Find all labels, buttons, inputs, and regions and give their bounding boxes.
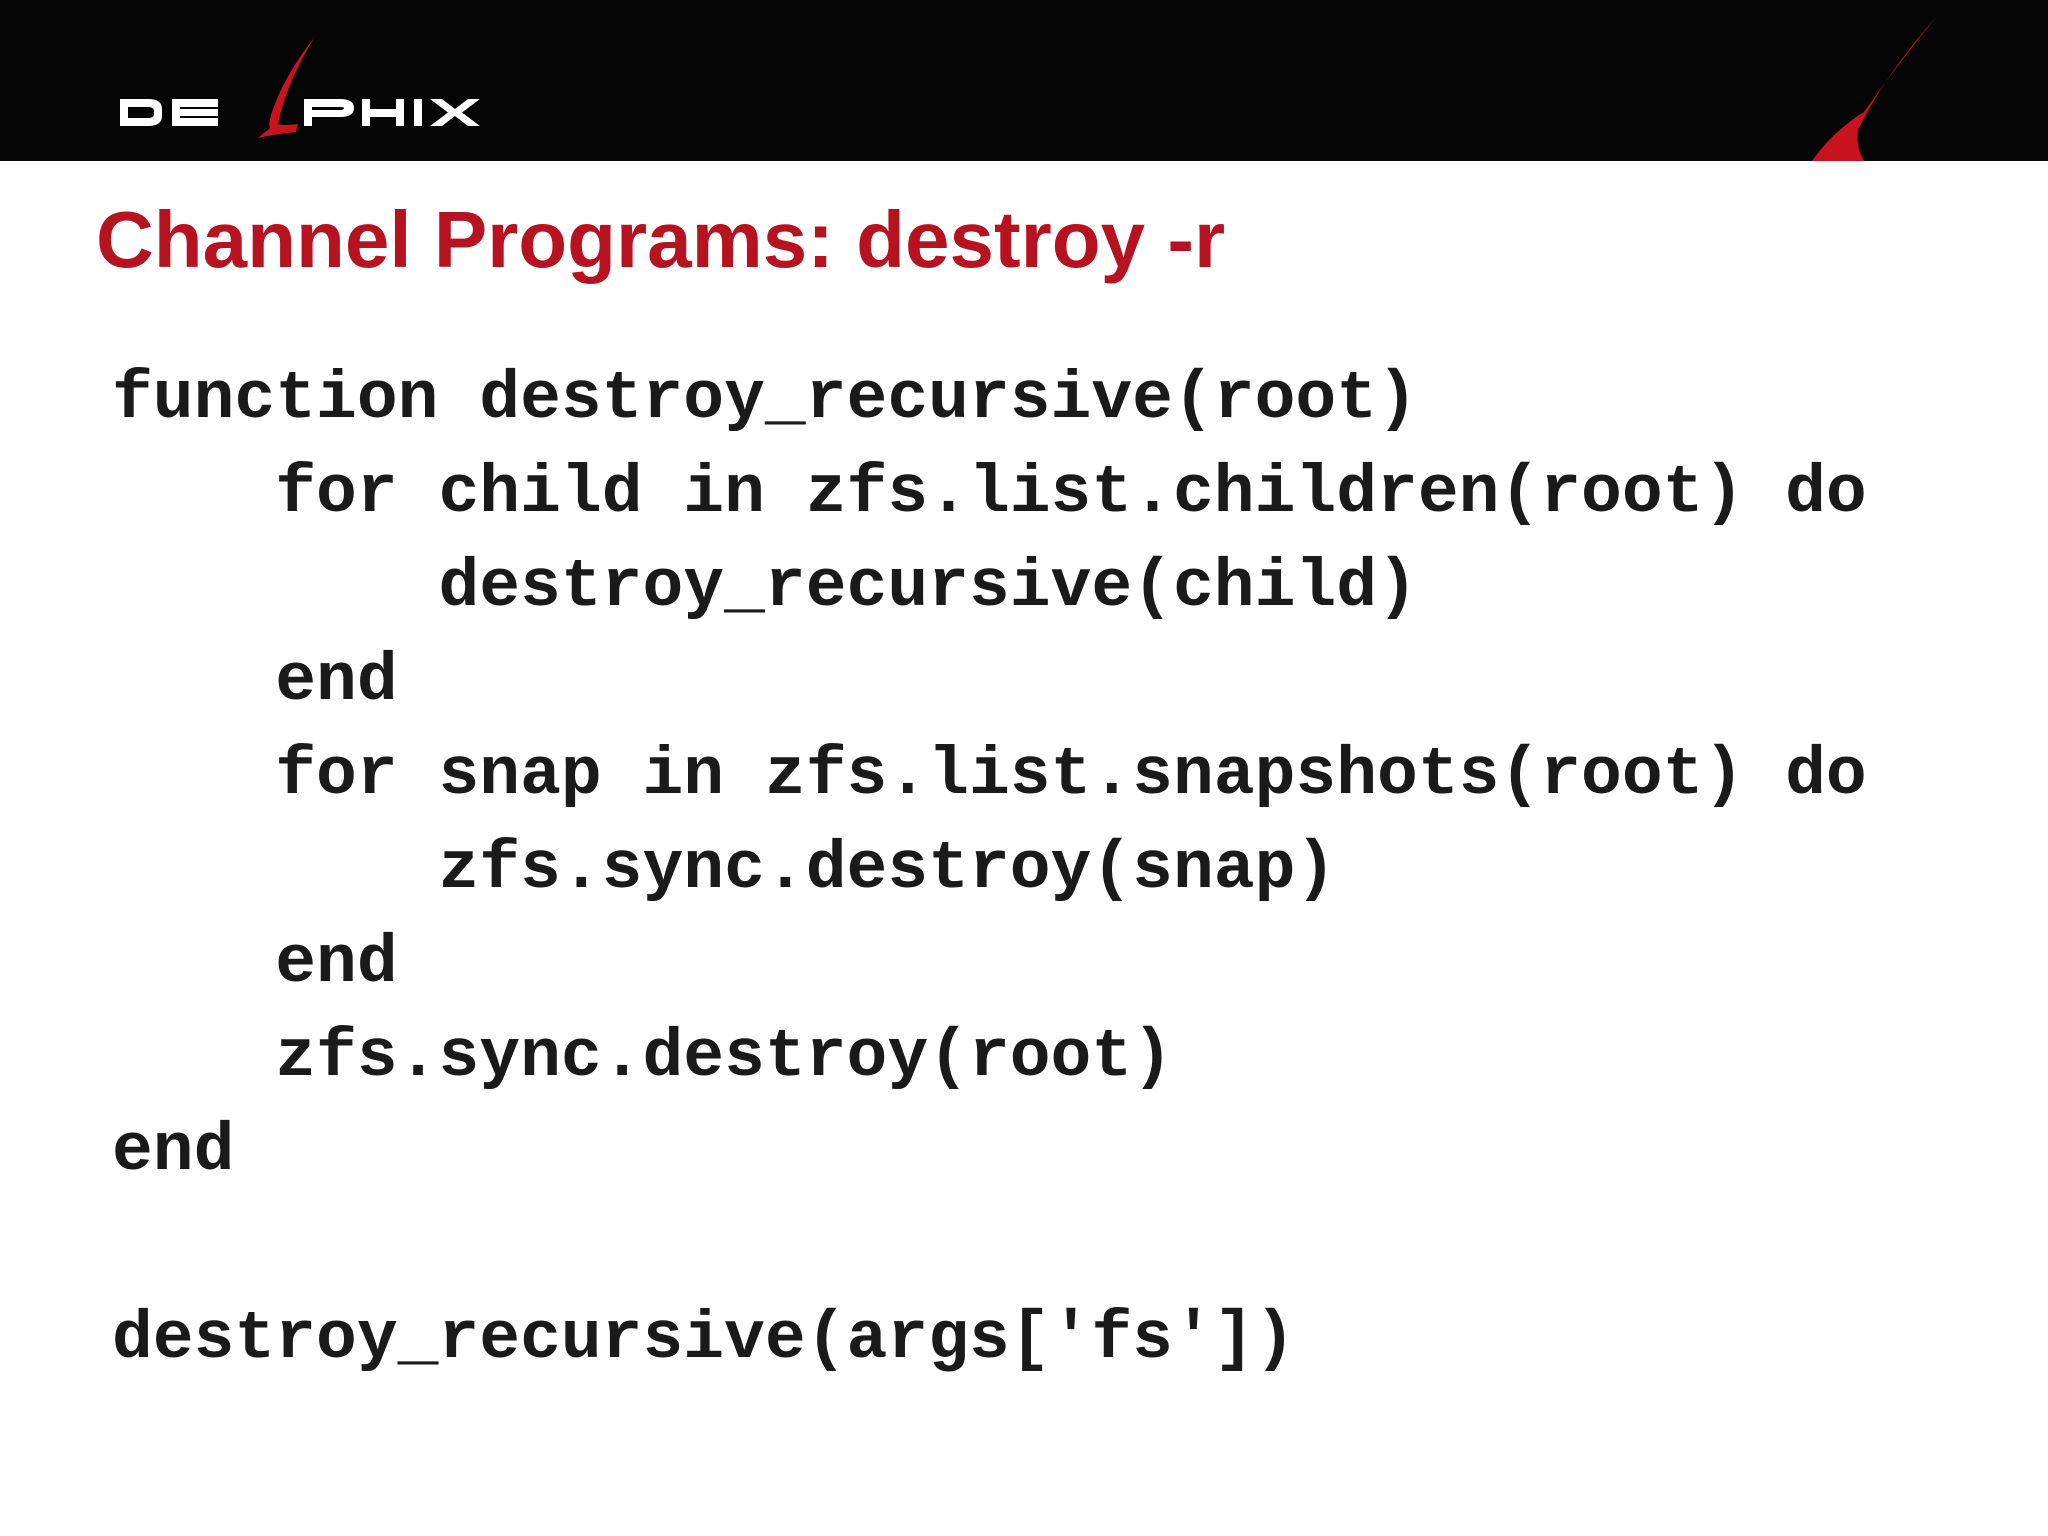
code-line: for child in zfs.list.children(root) do [275,455,1867,532]
header-bar [0,0,2048,161]
delphix-accent-mark [1812,16,1937,161]
code-line: for snap in zfs.list.snapshots(root) do [275,737,1867,814]
slide-title: Channel Programs: destroy -r [96,195,1226,284]
code-line: function destroy_recursive(root) [112,361,1418,438]
code-line: destroy_recursive(args['fs']) [112,1301,1296,1378]
code-line: end [275,643,398,720]
code-line: zfs.sync.destroy(snap) [438,831,1337,908]
code-line: end [275,925,398,1002]
code-line: destroy_recursive(child) [438,549,1418,626]
delphix-logo [118,38,498,140]
code-block [112,353,1867,1378]
code-line: end [112,1113,235,1190]
code-line: zfs.sync.destroy(root) [275,1019,1173,1096]
